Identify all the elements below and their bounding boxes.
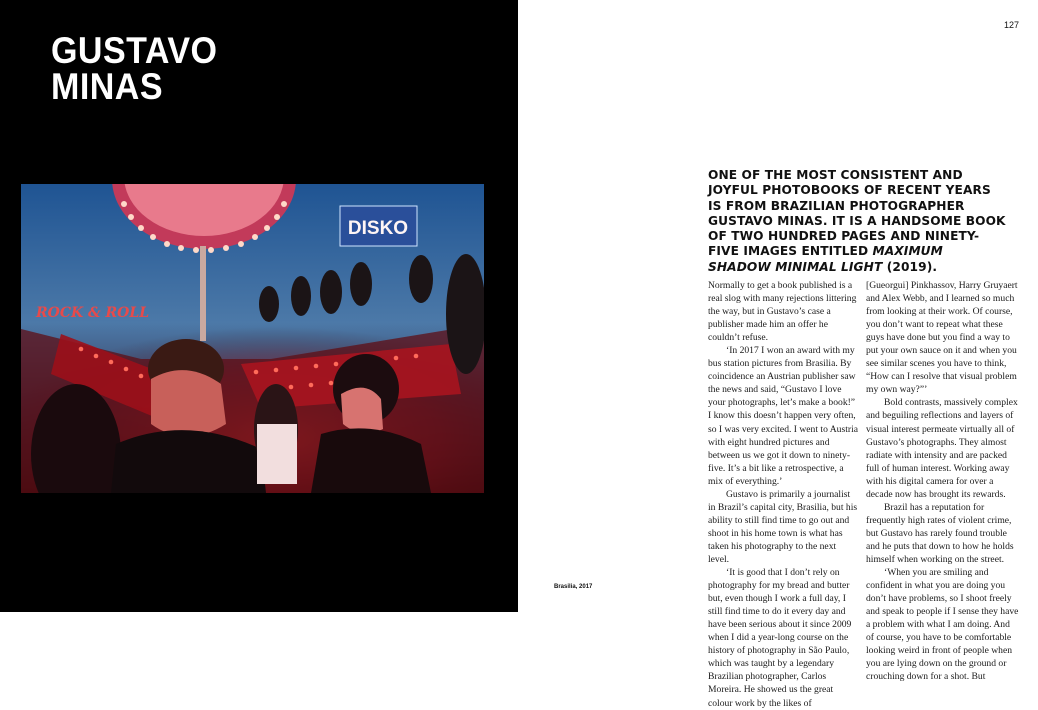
standfirst-year: (2019).	[882, 259, 938, 274]
paragraph: Brazil has a reputation for frequently high rates of violent crime, but Gustavo has rarely found trouble and he puts that down to how he holds himself when working on the street.	[866, 501, 1014, 565]
standfirst-text: ONE OF THE MOST CONSISTENT AND JOYFUL PHOTOBOOKS OF RECENT YEARS IS FROM BRAZILIAN PHOTOGRAPHER GUSTAVO MINAS. IT IS A HANDSOME BOOK OF TWO HUNDRED PAGES AND NINETY-FIVE IMAGES ENTITLED	[708, 168, 1006, 259]
photo-illustration	[21, 184, 484, 493]
featured-photograph	[21, 184, 484, 493]
photographer-name-title	[51, 30, 218, 107]
title-line-2: MINAS	[51, 66, 163, 107]
body-column-1	[708, 279, 859, 710]
title-line-1: GUSTAVO	[51, 30, 218, 71]
disko-sign-text: DISKO	[347, 218, 409, 239]
body-column-2	[866, 279, 1019, 683]
rock-and-roll-sign-text: ROCK & ROLL	[36, 305, 150, 321]
paragraph: [Gueorgui] Pinkhassov, Harry Gruyaert and Alex Webb, and I learned so much from looking at their work. Of course, you don’t want to repeat what these guys have done but you find a way to put your own sauce on it and when you see similar scenes you have to think, “How can I resolve that visual problem my own way?”’	[866, 280, 1018, 396]
paragraph: Normally to get a book published is a real slog with many rejections littering the way, but in Gustavo’s case a publisher made him an offer he couldn’t refuse.	[708, 280, 857, 344]
paragraph: ‘When you are smiling and confident in what you are doing you don’t have problems, so I shoot freely and speak to people if I sense they have a problem with what I am doing. And of course, you have to be comfortable looking weird in front of people when you are lying down on the ground or crouching down for a shot. But	[866, 567, 1019, 683]
page-number: 127	[1004, 20, 1020, 30]
paragraph: Bold contrasts, massively complex and beguiling reflections and layers of visual interest permeate virtually all of Gustavo’s photographs. They almost radiate with intensity and are packed full of human interest. Working away with his digital camera for over a decade now has brought its rewards.	[866, 397, 1018, 500]
book-title: MAXIMUM SHADOW MINIMAL LIGHT	[708, 244, 943, 274]
paragraph: ‘In 2017 I won an award with my bus station pictures from Brasilia. By coincidence an Austrian publisher saw the news and said, “Gustavo I love your photographs, let’s make a book!” I know this doesn’t happen very often, so I was very excited. I went to Austria with eight hundred pictures and between us we got it down to ninety-five. It’s a bit like a retrospective, a mix of everything.’	[708, 345, 858, 487]
paragraph: ‘It is good that I don’t rely on photography for my bread and butter but, even though I work a full day, I still find time to do it every day and have been serious about it since 2009 when I did a year-long course on the history of photography in São Paulo, which was taught by a legendary Brazilian photographer, Carlos Moreira. He showed us the great colour work by the likes of	[708, 567, 852, 709]
photo-caption: Brasilia, 2017	[554, 584, 593, 590]
left-page	[0, 0, 518, 612]
standfirst	[708, 168, 1008, 275]
paragraph: Gustavo is primarily a journalist in Brazil’s capital city, Brasilia, but his ability to still find time to go out and shoot in his home town is what has taken his photography to the next level.	[708, 488, 858, 565]
